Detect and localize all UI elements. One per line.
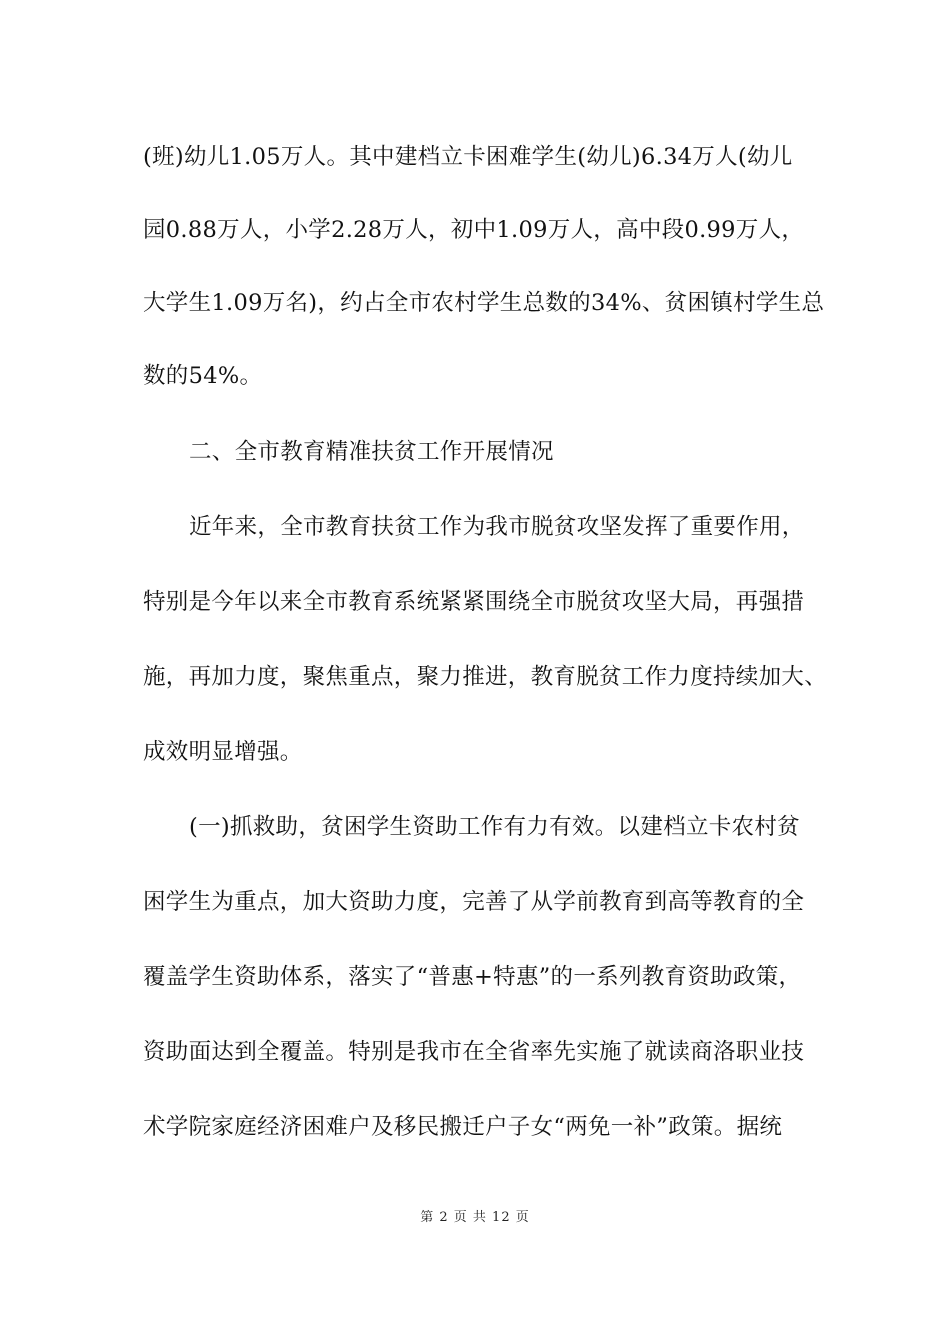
text-line: 近年来，全市教育扶贫工作为我市脱贫攻坚发挥了重要作用， bbox=[189, 514, 805, 540]
text-line: 成效明显增强。 bbox=[143, 739, 303, 765]
text-line: 术学院家庭经济困难户及移民搬迁户子女“两免一补”政策。据统 bbox=[143, 1114, 783, 1140]
text-line: 困学生为重点，加大资助力度，完善了从学前教育到高等教育的全 bbox=[143, 889, 805, 915]
text-line: (班)幼儿1.05万人。其中建档立卡困难学生(幼儿)6.34万人(幼儿 bbox=[143, 144, 793, 170]
section-heading: 二、全市教育精准扶贫工作开展情况 bbox=[189, 439, 554, 465]
text-line: 资助面达到全覆盖。特别是我市在全省率先实施了就读商洛职业技 bbox=[143, 1039, 805, 1065]
text-line: 特别是今年以来全市教育系统紧紧围绕全市脱贫攻坚大局，再强措 bbox=[143, 589, 805, 615]
text-line: 施，再加力度，聚焦重点，聚力推进，教育脱贫工作力度持续加大、 bbox=[143, 664, 828, 690]
text-line: 大学生1.09万名)，约占全市农村学生总数的34%、贫困镇村学生总 bbox=[143, 290, 825, 316]
text-line: 数的54%。 bbox=[143, 363, 263, 389]
page-number-footer: 第 2 页 共 12 页 bbox=[420, 1210, 530, 1225]
text-line: 园0.88万人，小学2.28万人，初中1.09万人，高中段0.99万人， bbox=[143, 217, 805, 243]
subsection-line: (一)抓救助，贫困学生资助工作有力有效。以建档立卡农村贫 bbox=[189, 814, 800, 840]
text-line: 覆盖学生资助体系，落实了“普惠+特惠”的一系列教育资助政策， bbox=[143, 964, 802, 990]
